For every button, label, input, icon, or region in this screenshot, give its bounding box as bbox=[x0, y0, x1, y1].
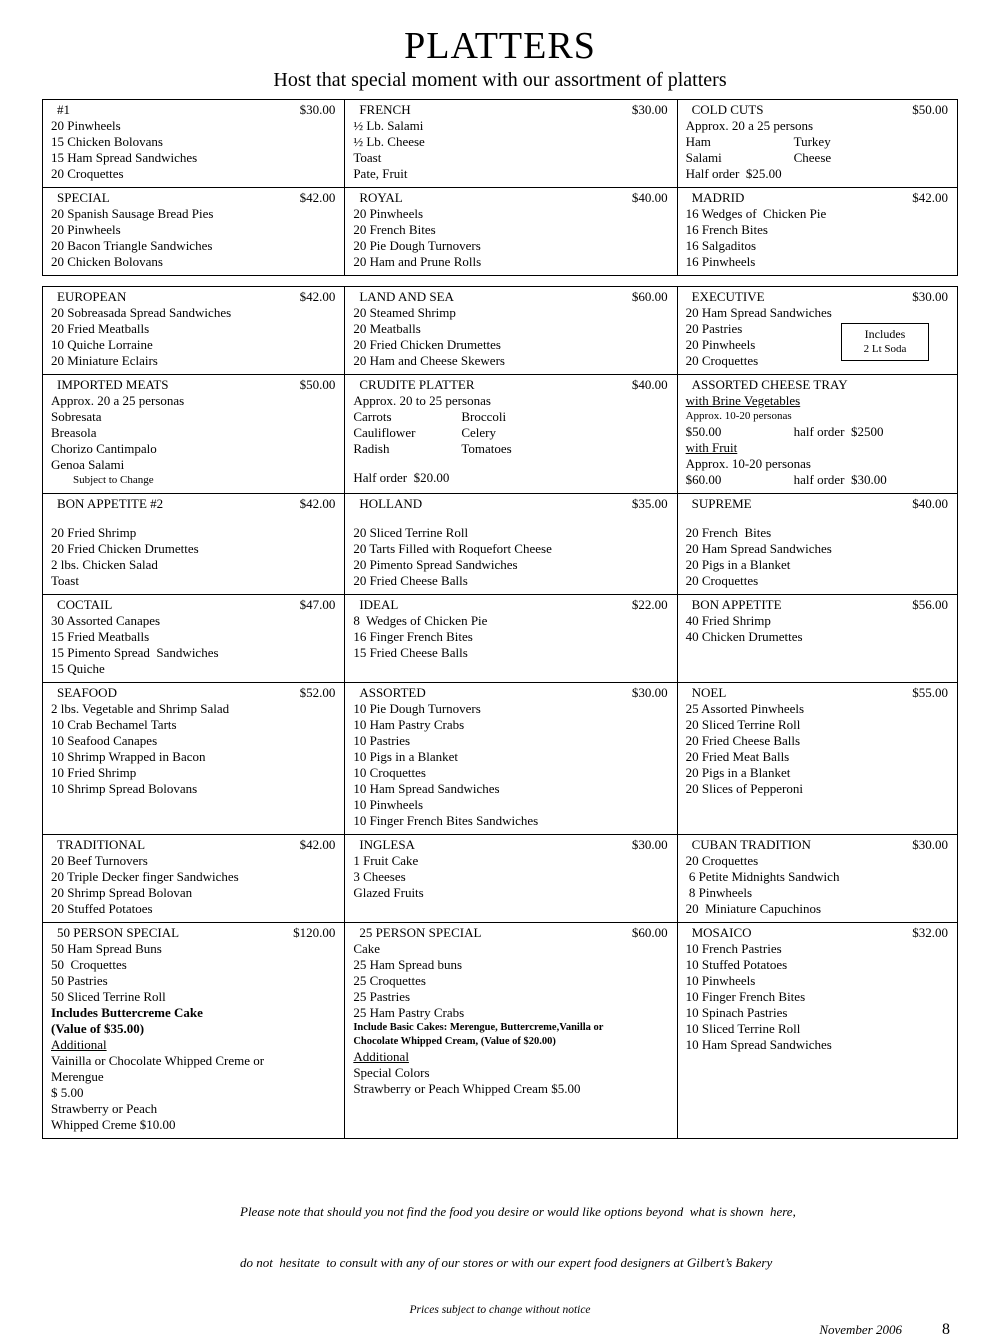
platter-header bbox=[51, 837, 336, 853]
platter-item: Half order $20.00 bbox=[353, 470, 450, 485]
platter-item: $ 5.00 bbox=[51, 1085, 84, 1100]
platter-item: 15 Fried Cheese Balls bbox=[353, 645, 468, 660]
footer-note-line1: Please note that should you not find the food you desire or would like options beyond what is shown here, bbox=[240, 1204, 796, 1219]
platter-price: $30.00 bbox=[912, 289, 948, 304]
platter-row bbox=[43, 682, 957, 834]
platter-item: 10 Ham Pastry Crabs bbox=[353, 717, 465, 732]
platter-item: 10 Croquettes bbox=[353, 765, 426, 780]
platter-name: HOLLAND bbox=[359, 496, 423, 511]
platter-item: 25 Ham Spread buns bbox=[353, 957, 463, 972]
platter-header bbox=[353, 837, 668, 853]
platter-item: Approx. 20 to 25 personas bbox=[353, 393, 491, 408]
platter-item: 20 Stuffed Potatoes bbox=[51, 901, 153, 916]
platter-header bbox=[686, 597, 949, 613]
platter-name: #1 bbox=[57, 102, 70, 117]
platter-item: 20 Pimento Spread Sandwiches bbox=[353, 557, 518, 572]
platter-name: 50 PERSON SPECIAL bbox=[57, 925, 180, 940]
platter-price: $120.00 bbox=[293, 925, 336, 940]
platter-price: $32.00 bbox=[912, 925, 948, 940]
platter-item: Subject to Change bbox=[73, 474, 154, 486]
platter-item bbox=[353, 425, 668, 441]
platter-price: $30.00 bbox=[631, 102, 668, 117]
platter-item: 20 Shrimp Spread Bolovan bbox=[51, 885, 193, 900]
platter-item: 20 Spanish Sausage Bread Pies bbox=[51, 206, 214, 221]
platter-price: $60.00 bbox=[631, 289, 668, 304]
platter-price: $42.00 bbox=[299, 190, 336, 205]
platter-item-col2: Cheese bbox=[793, 150, 832, 165]
platter-name: FRENCH bbox=[359, 102, 411, 117]
platter-price: $42.00 bbox=[299, 837, 336, 852]
platter-item: 50 Sliced Terrine Roll bbox=[51, 989, 166, 1004]
platter-price: $47.00 bbox=[299, 597, 336, 612]
footer-note-line2: do not hesitate to consult with any of our stores or with our expert food designers at Gilbert’s Bakery bbox=[240, 1255, 773, 1270]
platter-name: SUPREME bbox=[691, 496, 752, 511]
platter-row bbox=[43, 922, 957, 1138]
platter-price: $56.00 bbox=[912, 597, 948, 612]
platter-item: 20 Meatballs bbox=[353, 321, 421, 336]
footer-date: November 2006 bbox=[819, 1322, 902, 1337]
platter-item: 6 Petite Midnights Sandwich bbox=[685, 869, 840, 884]
platter-item: 20 Miniature Eclairs bbox=[51, 353, 158, 368]
platter-price: $30.00 bbox=[631, 837, 668, 852]
platter-item bbox=[353, 409, 668, 425]
platter-item: 15 Chicken Bolovans bbox=[51, 134, 163, 149]
platter-item: 40 Fried Shrimp bbox=[685, 613, 771, 628]
platter-cell bbox=[677, 834, 957, 922]
platter-cell bbox=[344, 493, 676, 594]
platter-item: 10 Pie Dough Turnovers bbox=[353, 701, 481, 716]
platter-header bbox=[51, 925, 336, 941]
platter-item: 20 Croquettes bbox=[685, 353, 759, 368]
platter-name: SEAFOOD bbox=[57, 685, 117, 700]
platter-item: 10 Fried Shrimp bbox=[51, 765, 137, 780]
platter-price: $42.00 bbox=[912, 190, 948, 205]
platter-row bbox=[43, 374, 957, 493]
platter-cell bbox=[43, 287, 344, 374]
platter-item: 20 Bacon Triangle Sandwiches bbox=[51, 238, 213, 253]
platter-item: 25 Ham Pastry Crabs bbox=[353, 1005, 465, 1020]
platter-name: TRADITIONAL bbox=[57, 837, 146, 852]
platter-item: 20 Ham Spread Sandwiches bbox=[685, 541, 832, 556]
platter-item: Merengue bbox=[51, 1069, 104, 1084]
platter-item: 1 Fruit Cake bbox=[353, 853, 419, 868]
platter-price: $40.00 bbox=[631, 377, 668, 392]
platter-cell bbox=[43, 493, 344, 594]
platter-item: Includes Buttercreme Cake bbox=[51, 1005, 203, 1020]
platter-header bbox=[353, 377, 668, 393]
platter-price: $60.00 bbox=[631, 925, 668, 940]
platter-item: Vainilla or Chocolate Whipped Creme or bbox=[51, 1053, 265, 1068]
platter-item: 20 Pigs in a Blanket bbox=[685, 557, 791, 572]
platter-item: 15 Fried Meatballs bbox=[51, 629, 150, 644]
platter-cell bbox=[43, 834, 344, 922]
platter-item: 50 Croquettes bbox=[51, 957, 127, 972]
platter-item: 20 Fried Meat Balls bbox=[685, 749, 790, 764]
platter-item: 20 French Bites bbox=[353, 222, 436, 237]
platter-cell bbox=[344, 682, 676, 834]
platter-item: Breasola bbox=[51, 425, 97, 440]
platter-item: (Value of $35.00) bbox=[51, 1021, 145, 1036]
platter-header bbox=[353, 925, 668, 941]
footer-bottom bbox=[0, 1321, 1000, 1339]
platter-item: Pate, Fruit bbox=[353, 166, 408, 181]
platter-item: 16 Wedges of Chicken Pie bbox=[685, 206, 827, 221]
platter-cell bbox=[43, 100, 344, 187]
platter-item: 10 Quiche Lorraine bbox=[51, 337, 153, 352]
platter-name: ASSORTED bbox=[359, 685, 426, 700]
platter-item: 10 French Pastries bbox=[685, 941, 782, 956]
platter-item: 20 Chicken Bolovans bbox=[51, 254, 163, 269]
platter-item: Special Colors bbox=[353, 1065, 430, 1080]
platter-item-col1: $50.00 bbox=[685, 424, 722, 439]
platter-header bbox=[686, 496, 949, 512]
platter-item: Sobresata bbox=[51, 409, 102, 424]
platter-name: CUBAN TRADITION bbox=[691, 837, 811, 852]
platter-name: MOSAICO bbox=[691, 925, 752, 940]
platter-cell bbox=[677, 287, 957, 374]
platter-cell bbox=[344, 922, 676, 1138]
platter-item-col2: Broccoli bbox=[461, 409, 507, 424]
platter-item: 3 Cheeses bbox=[353, 869, 406, 884]
platter-price: $55.00 bbox=[912, 685, 948, 700]
platter-row bbox=[43, 834, 957, 922]
platter-item: 16 French Bites bbox=[685, 222, 768, 237]
platter-item-col2: half order $2500 bbox=[793, 424, 884, 439]
platter-item: 20 Sobreasada Spread Sandwiches bbox=[51, 305, 232, 320]
platter-name: 25 PERSON SPECIAL bbox=[359, 925, 482, 940]
platter-cell bbox=[344, 287, 676, 374]
platter-price bbox=[948, 377, 949, 393]
platter-item bbox=[686, 134, 949, 150]
platter-item: Additional bbox=[353, 1049, 409, 1064]
footer-prices-note: Prices subject to change without notice bbox=[409, 1304, 591, 1316]
platter-header bbox=[686, 685, 949, 701]
platter-name: COCTAIL bbox=[57, 597, 113, 612]
platter-item bbox=[51, 512, 336, 525]
platter-item: 10 Pinwheels bbox=[685, 973, 756, 988]
platter-name: EXECUTIVE bbox=[691, 289, 765, 304]
platter-item: ½ Lb. Salami bbox=[353, 118, 424, 133]
page-subtitle: Host that special moment with our assortment of platters bbox=[273, 69, 727, 91]
platter-price: $35.00 bbox=[631, 496, 668, 511]
platter-item: 20 Fried Cheese Balls bbox=[685, 733, 801, 748]
platter-price: $30.00 bbox=[631, 685, 668, 700]
platter-price: $30.00 bbox=[299, 102, 336, 117]
platter-cell bbox=[43, 374, 344, 493]
platter-item: 20 Fried Cheese Balls bbox=[353, 573, 468, 588]
platter-item: 10 Pinwheels bbox=[353, 797, 424, 812]
platter-item-col2: Tomatoes bbox=[461, 441, 512, 456]
platter-item: 10 Finger French Bites bbox=[685, 989, 806, 1004]
platter-header bbox=[686, 377, 949, 393]
platter-table-block bbox=[42, 286, 958, 1139]
platter-row bbox=[43, 594, 957, 682]
platter-cell bbox=[43, 187, 344, 275]
platter-item: 20 Sliced Terrine Roll bbox=[685, 717, 801, 732]
platter-item: 20 Croquettes bbox=[51, 166, 124, 181]
platter-item: Toast bbox=[353, 150, 382, 165]
platter-name: SPECIAL bbox=[57, 190, 110, 205]
platter-header bbox=[686, 289, 949, 305]
platter-item: 20 Fried Chicken Drumettes bbox=[353, 337, 501, 352]
platter-item: 15 Pimento Spread Sandwiches bbox=[51, 645, 219, 660]
platter-item: 20 Fried Meatballs bbox=[51, 321, 150, 336]
platter-item: 16 Salgaditos bbox=[685, 238, 757, 253]
platter-item: Strawberry or Peach bbox=[51, 1101, 158, 1116]
platter-item: 25 Croquettes bbox=[353, 973, 426, 988]
platter-item: 50 Ham Spread Buns bbox=[51, 941, 162, 956]
platter-cell bbox=[677, 493, 957, 594]
platter-item: 20 Sliced Terrine Roll bbox=[353, 525, 469, 540]
platter-item-col1: Radish bbox=[353, 441, 390, 456]
platter-item: 20 Beef Turnovers bbox=[51, 853, 148, 868]
platter-item: 8 Wedges of Chicken Pie bbox=[353, 613, 488, 628]
platter-name: BON APPETITE bbox=[691, 597, 782, 612]
platter-cell bbox=[344, 834, 676, 922]
platter-cell bbox=[677, 374, 957, 493]
platter-item-col2: Turkey bbox=[793, 134, 831, 149]
platter-item: 16 Finger French Bites bbox=[353, 629, 473, 644]
platter-item: 10 Pastries bbox=[353, 733, 411, 748]
platter-item: 20 Ham Spread Sandwiches bbox=[685, 305, 832, 320]
platter-item: 20 French Bites bbox=[685, 525, 772, 540]
platter-item-col1: Salami bbox=[685, 150, 722, 165]
platter-name: IMPORTED MEATS bbox=[57, 377, 169, 392]
platter-item: 10 Shrimp Spread Bolovans bbox=[51, 781, 198, 796]
platter-cell bbox=[344, 100, 676, 187]
platter-item-col2: Celery bbox=[461, 425, 496, 440]
platter-item: Chocolate Whipped Cream, (Value of $20.00) bbox=[353, 1036, 556, 1047]
platter-name: CRUDITE PLATTER bbox=[359, 377, 475, 392]
platter-item bbox=[686, 472, 949, 488]
platter-cell bbox=[677, 187, 957, 275]
platters-table bbox=[42, 99, 958, 1139]
platter-price: $30.00 bbox=[912, 837, 948, 852]
platter-item: 20 Pinwheels bbox=[51, 222, 121, 237]
platter-item: 10 Stuffed Potatoes bbox=[685, 957, 788, 972]
platter-item: 10 Crab Bechamel Tarts bbox=[51, 717, 177, 732]
platter-header bbox=[353, 289, 668, 305]
platter-item: Include Basic Cakes: Merengue, Buttercreme,Vanilla or bbox=[353, 1022, 604, 1033]
platter-cell bbox=[43, 594, 344, 682]
platter-item bbox=[686, 424, 949, 440]
platter-item: Toast bbox=[51, 573, 79, 588]
platter-cell bbox=[43, 682, 344, 834]
platter-item: Chorizo Cantimpalo bbox=[51, 441, 157, 456]
platter-header bbox=[51, 685, 336, 701]
platter-header bbox=[686, 102, 949, 118]
platter-item: 20 Pigs in a Blanket bbox=[685, 765, 791, 780]
platter-item-col1: Carrots bbox=[353, 409, 392, 424]
platter-item: 50 Pastries bbox=[51, 973, 108, 988]
page-title: PLATTERS bbox=[404, 25, 596, 67]
platter-item: 10 Pigs in a Blanket bbox=[353, 749, 459, 764]
platter-table-block bbox=[42, 99, 958, 276]
platter-item: 10 Finger French Bites Sandwiches bbox=[353, 813, 539, 828]
platter-cell bbox=[677, 922, 957, 1138]
platter-item: Approx. 10-20 personas bbox=[685, 410, 792, 422]
platter-item: 25 Assorted Pinwheels bbox=[685, 701, 805, 716]
platter-name: IDEAL bbox=[359, 597, 399, 612]
platter-item: 30 Assorted Canapes bbox=[51, 613, 161, 628]
platter-item: 10 Spinach Pastries bbox=[685, 1005, 788, 1020]
platter-item: 20 Steamed Shrimp bbox=[353, 305, 456, 320]
platter-item: 20 Pastries bbox=[685, 321, 743, 336]
platter-price: $42.00 bbox=[299, 289, 336, 304]
platter-item: Genoa Salami bbox=[51, 457, 125, 472]
platter-item: Cake bbox=[353, 941, 381, 956]
platter-cell bbox=[43, 922, 344, 1138]
platter-item bbox=[686, 512, 949, 525]
platter-name: LAND AND SEA bbox=[359, 289, 454, 304]
platter-price: $42.00 bbox=[299, 496, 336, 511]
includes-soda-line1: Includes bbox=[864, 327, 906, 341]
platter-header bbox=[353, 102, 668, 118]
includes-soda-line2: 2 Lt Soda bbox=[863, 343, 907, 355]
platter-cell bbox=[677, 594, 957, 682]
platter-name: ROYAL bbox=[359, 190, 403, 205]
platter-item: 20 Slices of Pepperoni bbox=[685, 781, 803, 796]
platter-item: Approx. 20 a 25 persons bbox=[685, 118, 814, 133]
platter-item bbox=[353, 512, 668, 525]
platter-row bbox=[43, 287, 957, 374]
platter-header bbox=[51, 496, 336, 512]
platter-name: COLD CUTS bbox=[691, 102, 764, 117]
platter-item: Approx. 20 a 25 personas bbox=[51, 393, 185, 408]
platter-header bbox=[353, 496, 668, 512]
platter-header bbox=[686, 190, 949, 206]
platter-cell bbox=[344, 187, 676, 275]
platter-item: 2 lbs. Chicken Salad bbox=[51, 557, 158, 572]
platter-header bbox=[51, 289, 336, 305]
platter-item: 20 Fried Chicken Drumettes bbox=[51, 541, 199, 556]
platter-item: 8 Pinwheels bbox=[685, 885, 753, 900]
platter-item: Approx. 10-20 personas bbox=[685, 456, 811, 471]
platter-item: ½ Lb. Cheese bbox=[353, 134, 425, 149]
platter-price: $50.00 bbox=[912, 102, 948, 117]
platter-header bbox=[51, 190, 336, 206]
platter-price: $52.00 bbox=[299, 685, 336, 700]
platter-name: ASSORTED CHEESE TRAY bbox=[691, 377, 848, 392]
platter-item: with Brine Vegetables bbox=[685, 393, 801, 408]
platter-cell bbox=[344, 594, 676, 682]
platter-header bbox=[353, 190, 668, 206]
platter-header bbox=[51, 377, 336, 393]
platter-item: 20 Tarts Filled with Roquefort Cheese bbox=[353, 541, 552, 556]
platter-row bbox=[43, 100, 957, 187]
platter-item bbox=[353, 457, 668, 470]
platter-item: 20 Ham and Prune Rolls bbox=[353, 254, 482, 269]
platter-header bbox=[353, 597, 668, 613]
platter-item: 20 Pie Dough Turnovers bbox=[353, 238, 481, 253]
platter-item: Strawberry or Peach Whipped Cream $5.00 bbox=[353, 1081, 581, 1096]
platter-item: with Fruit bbox=[685, 440, 738, 455]
platter-item: 20 Ham and Cheese Skewers bbox=[353, 353, 505, 368]
platter-item: 10 Shrimp Wrapped in Bacon bbox=[51, 749, 206, 764]
platter-header bbox=[686, 925, 949, 941]
platter-item-col1: Cauliflower bbox=[353, 425, 416, 440]
platter-row bbox=[43, 493, 957, 594]
platter-item: Additional bbox=[51, 1037, 107, 1052]
platter-price: $40.00 bbox=[912, 496, 948, 511]
platter-item-col1: $60.00 bbox=[685, 472, 722, 487]
footer-note bbox=[240, 1169, 930, 1288]
platter-item: 40 Chicken Drumettes bbox=[685, 629, 803, 644]
platter-item: 10 Sliced Terrine Roll bbox=[685, 1021, 801, 1036]
platter-item-col2: half order $30.00 bbox=[793, 472, 887, 487]
page-number: 8 bbox=[942, 1321, 950, 1338]
platter-row bbox=[43, 187, 957, 275]
platter-name: NOEL bbox=[691, 685, 727, 700]
includes-soda-box bbox=[841, 323, 929, 361]
platter-item: 2 lbs. Vegetable and Shrimp Salad bbox=[51, 701, 230, 716]
platter-name: BON APPETITE #2 bbox=[57, 496, 164, 511]
platter-cell bbox=[344, 374, 676, 493]
platter-item: Whipped Creme $10.00 bbox=[51, 1117, 176, 1132]
platter-item bbox=[686, 150, 949, 166]
platter-item: 20 Pinwheels bbox=[353, 206, 424, 221]
platter-item: 20 Croquettes bbox=[685, 853, 759, 868]
platter-cell bbox=[677, 682, 957, 834]
platter-item: 10 Ham Spread Sandwiches bbox=[685, 1037, 832, 1052]
platter-item: 20 Croquettes bbox=[685, 573, 759, 588]
platter-name: EUROPEAN bbox=[57, 289, 127, 304]
platter-item: Glazed Fruits bbox=[353, 885, 424, 900]
platter-item bbox=[353, 441, 668, 457]
platter-item: 20 Fried Shrimp bbox=[51, 525, 137, 540]
platter-price: $22.00 bbox=[631, 597, 668, 612]
platter-item: 20 Pinwheels bbox=[51, 118, 121, 133]
platter-item-col1: Ham bbox=[685, 134, 711, 149]
platter-header bbox=[686, 837, 949, 853]
platter-item: 16 Pinwheels bbox=[685, 254, 756, 269]
platter-price: $50.00 bbox=[299, 377, 336, 392]
platter-item: 10 Seafood Canapes bbox=[51, 733, 158, 748]
platter-header bbox=[353, 685, 668, 701]
platter-item: 10 Ham Spread Sandwiches bbox=[353, 781, 500, 796]
platter-item: Half order $25.00 bbox=[685, 166, 782, 181]
platter-cell bbox=[677, 100, 957, 187]
platter-item: 15 Quiche bbox=[51, 661, 105, 676]
platter-item: 20 Pinwheels bbox=[685, 337, 756, 352]
platter-header bbox=[51, 597, 336, 613]
platter-header bbox=[51, 102, 336, 118]
platter-name: MADRID bbox=[691, 190, 745, 205]
platter-name: INGLESA bbox=[359, 837, 415, 852]
platter-item: 20 Miniature Capuchinos bbox=[685, 901, 822, 916]
platter-item: 25 Pastries bbox=[353, 989, 411, 1004]
platter-item: 20 Triple Decker finger Sandwiches bbox=[51, 869, 239, 884]
platter-price: $40.00 bbox=[631, 190, 668, 205]
platter-item: 15 Ham Spread Sandwiches bbox=[51, 150, 198, 165]
